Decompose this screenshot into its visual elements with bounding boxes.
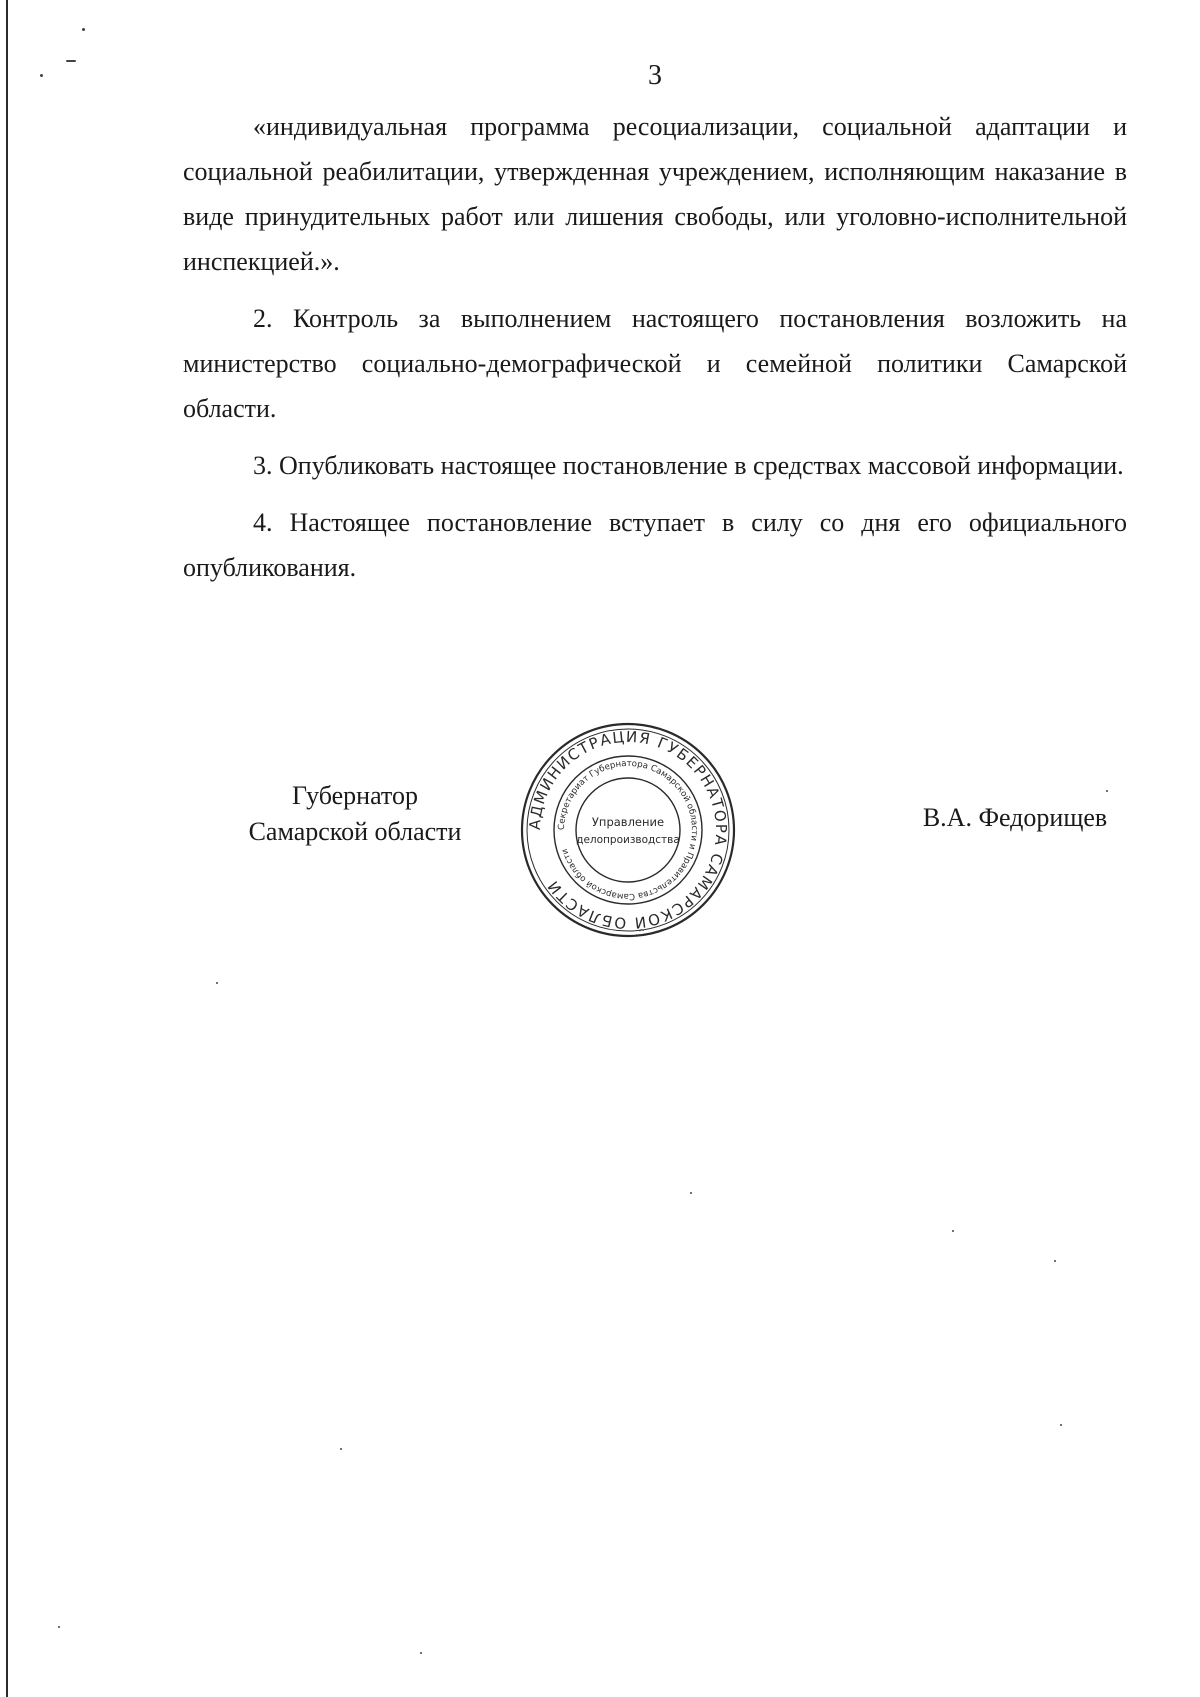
scan-speck — [1060, 1424, 1062, 1426]
page-edge-line — [6, 0, 8, 1697]
scan-speck — [40, 74, 43, 77]
seal-outer-text: АДМИНИСТРАЦИЯ ГУБЕРНАТОРА САМАРСКОЙ ОБЛАСТИ — [525, 727, 731, 933]
scan-speck — [82, 28, 85, 31]
paragraph-amendment-text: «индивидуальная программа ресоциализации, социальной адаптации и социальной реабилитации, утвержденная учреждением, исполняющим наказание в виде принудительных работ или лишения свободы, или уголовно-исполнительной инспекцией.». — [183, 112, 1127, 276]
scan-speck — [58, 1626, 60, 1628]
paragraph-3-publish: 3. Опубликовать настоящее постановление в средствах массовой информации. — [253, 451, 1124, 480]
scan-speck — [420, 1652, 422, 1654]
signatory-name: В.А. Федорищев — [922, 803, 1108, 832]
seal-inner-ring — [576, 778, 680, 882]
scan-speck — [66, 60, 76, 62]
signatory-position-line1: Губернатор — [292, 781, 418, 810]
seal-center-line1: Управление — [591, 815, 665, 829]
document-body — [183, 104, 1127, 590]
seal-graphic — [518, 720, 738, 940]
official-seal — [518, 720, 738, 940]
scan-speck — [216, 982, 218, 984]
signatory-position — [220, 778, 490, 850]
page-number: 3 — [648, 60, 662, 91]
scan-speck — [690, 1192, 692, 1194]
signatory-position-line2: Самарской области — [248, 817, 462, 846]
paragraph-4-effective: 4. Настоящее постановление вступает в силу со дня его официального опубликования. — [183, 508, 1127, 582]
seal-center-line2: делопроизводства — [576, 834, 680, 846]
scan-speck — [1106, 790, 1108, 792]
seal-inner-text: Секретариат Губернатора Самарской области и Правительства Самарской области — [556, 758, 700, 902]
scan-speck — [952, 1230, 954, 1232]
scan-speck — [340, 1448, 342, 1450]
paragraph-2-control: 2. Контроль за выполнением настоящего постановления возложить на министерство социально-демографической и семейной политики Самарской области. — [183, 304, 1127, 423]
scan-speck — [1054, 1260, 1056, 1262]
